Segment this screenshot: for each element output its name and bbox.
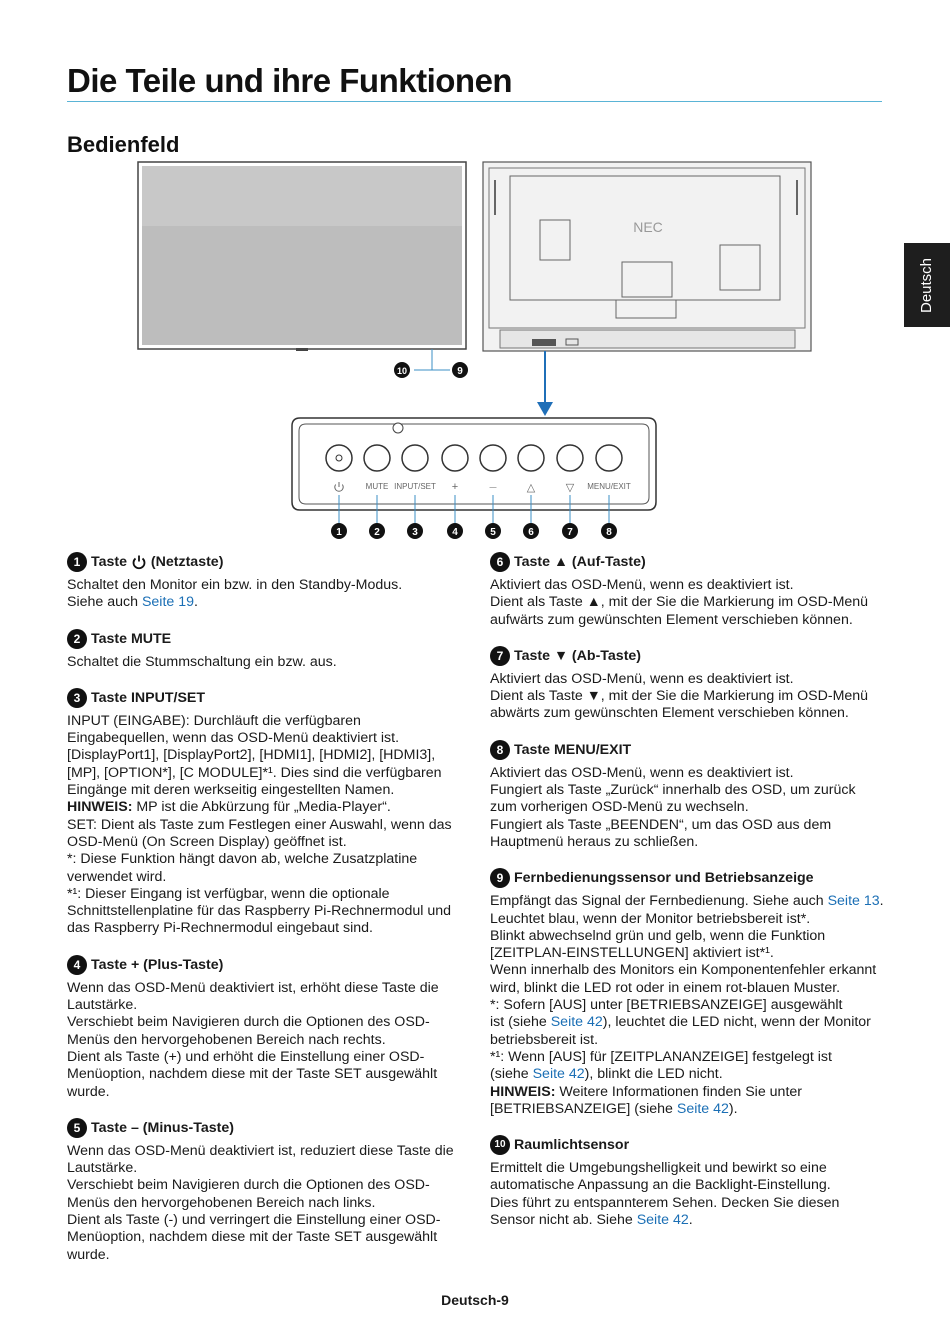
hint-label: HINWEIS: [67,799,133,816]
page-link[interactable]: Seite 19 [141,594,194,611]
heading-text: Raumlichtsensor [514,1137,630,1154]
left-column [67,552,467,1281]
control-panel-figure [0,0,950,545]
item-heading [490,552,890,572]
item-text: Empfängt das Signal der Fernbedienung. Siehe auch Seite 13. Leuchtet blau, wenn der Monitor betriebsbereit ist*. Blinkt abwechselnd grün und gelb, wenn die Funktion [ZEITPLAN-EINSTELLUNGEN] aktiviert ist*¹. Wenn innerhalb des Monitors ein Komponentenfehler erkannt wird, blinkt die LED rot oder in einem rot-blauen Muster. *: Sofern [AUS] unter [BETRIEBSANZEIGE] ausgewählt ist (siehe Seite 42), leuchtet die LED nicht, wenn der Monitor betriebsbereit ist. *¹: Wenn [AUS] für [ZEITPLANANZEIGE] festgelegt ist (siehe Seite 42), blinkt die LED nicht. HINWEIS: Weitere Informationen finden Sie unter [BETRIEBSANZEIGE] (siehe Seite 42). [490,893,884,1117]
item-number: 5 [67,1118,87,1138]
heading-text: Fernbedienungssensor und Betriebsanzeige [514,870,814,887]
callout-9 [452,362,468,378]
power-icon [131,554,147,570]
marker-1: 1 [336,527,342,538]
marker-6: 6 [528,527,534,538]
item-heading [67,552,467,572]
label-down: ▽ [565,482,575,494]
language-tab-label: Deutsch [918,257,936,313]
item-text: Schaltet den Monitor ein bzw. in den Standby-Modus. Siehe auch Seite 19. [67,577,403,611]
item-number: 9 [490,868,510,888]
item-mute [67,629,467,671]
heading-text: Taste MENU/EXIT [514,741,632,758]
minus-button-illustration [480,445,506,471]
input-set-button-illustration [402,445,428,471]
marker-2: 2 [374,527,380,538]
plus-button-illustration [442,445,468,471]
heading-text: (Netztaste) [146,554,224,570]
up-button-illustration [518,445,544,471]
item-menu-exit [490,740,890,851]
svg-text:9: 9 [457,366,463,377]
item-heading [490,740,890,760]
label-plus: + [451,481,459,493]
item-heading [67,688,467,708]
button-number-markers [331,523,617,539]
marker-7: 7 [567,527,573,538]
item-heading [67,1118,467,1138]
heading-text: Taste ▼ (Ab-Taste) [514,647,642,664]
marker-5: 5 [490,527,496,538]
item-text: Wenn das OSD-Menü deaktiviert ist, erhöht diese Taste die Lautstärke. Verschiebt beim Navigieren durch die Optionen des OSD- Menüs den hervorgehobenen Bereich nach rechts. Dient als Taste (+) und erhöht die Einstellung einer OSD- Menüoption, nachdem diese mit der Taste SET ausgewählt wurde. [67,979,439,1100]
item-text: Aktiviert das OSD-Menü, wenn es deaktiviert ist. Fungiert als Taste „Zurück“ innerhalb des OSD, um zurück zum vorherigen OSD-Menü zu wechseln. Fungiert als Taste „BEENDEN“, um das OSD aus dem Hauptmenü heraus zu schließen. [490,764,856,850]
label-mute: MUTE [365,482,389,491]
item-number: 2 [67,629,87,649]
item-text: Schaltet die Stummschaltung ein bzw. aus. [67,653,337,670]
menu-exit-button-illustration [596,445,622,471]
heading-text: Taste INPUT/SET [91,689,206,706]
label-menu-exit: MENU/EXIT [587,482,631,491]
item-heading [67,629,467,649]
item-text: Wenn das OSD-Menü deaktiviert ist, reduziert diese Taste die Lautstärke. Verschiebt beim Navigieren durch die Optionen des OSD- Menüs den hervorgehobenen Bereich nach links. Dient als Taste (-) und verringert die Einstellung einer OSD- Menüoption, nachdem diese mit der Taste SET ausgewählt wurde. [67,1142,454,1263]
item-text: INPUT (EINGABE): Durchläuft die verfügbaren Eingabequellen, wenn das OSD-Menü deaktiviert ist. [DisplayPort1], [DisplayPort2], [HDMI1], [HDMI2], [HDMI3], [MP], [OPTION*], [C MODULE]*¹. Dies sind die verfügbaren Eingänge mit deren werkseitig eingestellten Namen. HINWEIS: MP ist die Abkürzung für „Media-Player“. SET: Dient als Taste zum Festlegen einer Auswahl, wenn das OSD-Menü (On Screen Display) geöffnet ist. *: Diese Funktion hängt davon ab, welche Zusatzplatine verwendet wird. *¹: Dieser Eingang ist verfügbar, wenn die optionale Schnittstellenplatine für das Raspberry Pi-Rechnermodul und das Raspberry Pi-Rechnermodul eingebaut sind. [67,712,452,937]
item-remote-sensor [490,868,890,1118]
mute-button-illustration [364,445,390,471]
item-number: 4 [67,955,87,975]
item-text: Ermittelt die Umgebungshelligkeit und bewirkt so eine automatische Anpassung an die Backlight-Einstellung. Dies führt zu entspannterem Sehen. Decken Sie diesen Sensor nicht ab. Siehe Seite 42. [490,1160,840,1229]
page-link[interactable]: Seite 42 [532,1066,585,1083]
page-link[interactable]: Seite 42 [636,1212,689,1229]
heading-text: Taste MUTE [91,630,172,647]
page-link[interactable]: Seite 42 [550,1014,603,1031]
heading-text: Taste – (Minus-Taste) [91,1119,234,1136]
marker-4: 4 [452,527,458,538]
item-input-set [67,688,467,938]
section-title: Bedienfeld [67,132,180,157]
label-minus: — [489,484,497,491]
brand-logo: NEC [633,219,663,235]
item-plus [67,955,467,1101]
item-number: 8 [490,740,510,760]
page-link[interactable]: Seite 42 [676,1100,729,1117]
item-text: Aktiviert das OSD-Menü, wenn es deaktiviert ist. Dient als Taste ▲, mit der Sie die Markierung im OSD-Menü aufwärts zum gewünschten Element verschieben können. [490,577,869,628]
item-number: 7 [490,646,510,666]
marker-3: 3 [412,527,418,538]
marker-8: 8 [606,527,612,538]
item-heading [490,1135,890,1155]
item-heading [490,868,890,888]
item-heading [490,646,890,666]
right-column [490,552,890,1246]
item-text: Aktiviert das OSD-Menü, wenn es deaktiviert ist. Dient als Taste ▼, mit der Sie die Markierung im OSD-Menü abwärts zum gewünschten Element verschieben können. [490,670,869,722]
heading-text: Taste + (Plus-Taste) [91,956,224,973]
hint-label: HINWEIS: [490,1083,556,1100]
label-input-set: INPUT/SET [394,482,436,491]
power-button-illustration [326,445,352,471]
callout-10 [394,362,410,378]
svg-text:10: 10 [396,366,408,376]
item-up [490,552,890,629]
item-number: 10 [490,1135,510,1155]
item-heading [67,955,467,975]
monitor-rear-illustration [483,162,811,416]
page-title: Die Teile und ihre Funktionen [67,62,513,99]
label-up: △ [526,482,536,494]
heading-text: Taste ▲ (Auf-Taste) [514,554,646,570]
item-ambient-sensor [490,1135,890,1229]
item-power [67,552,467,612]
item-number: 1 [67,552,87,572]
item-minus [67,1118,467,1264]
item-number: 3 [67,688,87,708]
monitor-front-illustration [138,162,466,370]
item-down [490,646,890,723]
down-button-illustration [557,445,583,471]
page-link[interactable]: Seite 13 [827,893,880,910]
item-number: 6 [490,552,510,572]
page-footer: Deutsch-9 [441,1292,509,1308]
heading-text: Taste [91,554,131,570]
